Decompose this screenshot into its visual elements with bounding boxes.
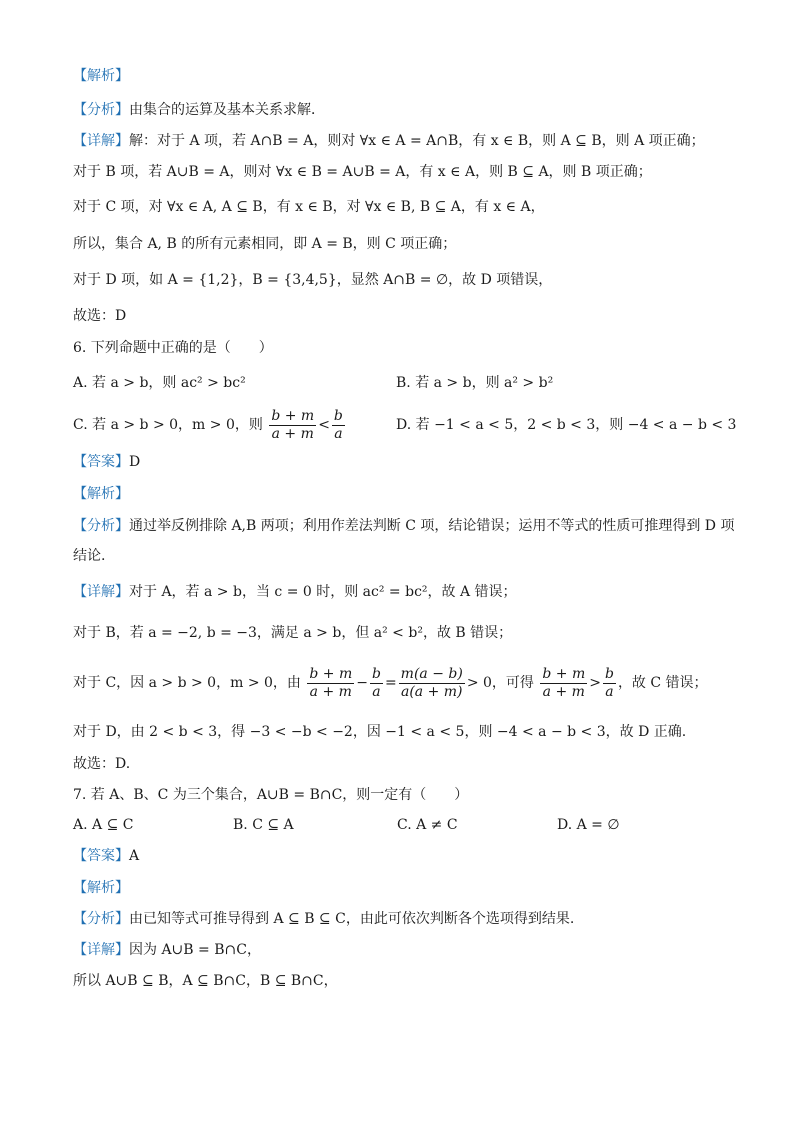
q6-stem: 6. 下列命题中正确的是（ ） — [73, 340, 273, 356]
q5-xiangjie-c: 对于 C 项，对 ∀x ∈ A, A ⊆ B，有 x ∈ B，对 ∀x ∈ B, B ⊆ A，有 x ∈ A， — [73, 199, 545, 215]
q7-answer: 【答案】A — [73, 848, 140, 864]
q6-fenxi-line2: 结论. — [73, 548, 106, 564]
q6-options-ab — [73, 373, 554, 393]
fraction: $\frac{b}{a}$ — [604, 665, 614, 700]
q7-fenxi-line: 【分析】由已知等式可推导得到 A ⊆ B ⊆ C，由此可依次判断各个选项得到结果. — [73, 911, 575, 927]
q6-xiangjie-a: 【详解】对于 A，若 a > b，当 c = 0 时，则 ac² = bc²，故 A 错误； — [73, 584, 517, 600]
q6-answer: 【答案】D — [73, 454, 141, 470]
q6-guxuan: 故选：D. — [73, 756, 131, 772]
q6-xiangjie-c: 对于 C，因 a > b > 0，m > 0，由 $\frac{b + m}{a + m}$ − $\frac{b}{a}$ = $\frac{m(a - b)}{a(a + m)}$ > 0，可得 $\frac{b + m}{a + m}$ > $\frac{b}{a}$ ，故 C 错误； — [73, 665, 708, 700]
q5-xiangjie-line: 【详解】解：对于 A 项，若 A∩B = A，则对 ∀x ∈ A = A∩B，有 x ∈ B，则 A ⊆ B，则 A 项正确； — [73, 133, 705, 149]
q5-jiexi-tag: 【解析】 — [73, 68, 129, 84]
fraction: $\frac{m(a - b)}{a(a + m)}$ — [400, 665, 463, 700]
q6-xiangjie-b: 对于 B，若 a = −2, b = −3，满足 a > b，但 a² < b²，故 B 错误； — [73, 625, 513, 641]
q7-options — [73, 815, 723, 835]
q6-fenxi-line: 【分析】通过举反例排除 A,B 两项；利用作差法判断 C 项，结论错误；运用不等式的性质可推理得到 D 项 — [73, 518, 735, 534]
q5-xiangjie-b: 对于 B 项，若 A∪B = A，则对 ∀x ∈ B = A∪B = A，有 x ∈ A，则 B ⊆ A，则 B 项正确； — [73, 164, 652, 180]
q7-xiangjie-line2: 所以 A∪B ⊆ B，A ⊆ B∩C，B ⊆ B∩C， — [73, 973, 338, 989]
fraction: $\frac{b + m}{a + m}$ — [309, 665, 353, 700]
fenxi-tag: 【分析】 — [73, 102, 129, 118]
q6-options-cd — [73, 405, 737, 445]
q7-option-a: A. A ⊆ C — [73, 817, 134, 833]
q5-fenxi-line: 【分析】由集合的运算及基本关系求解． — [73, 102, 325, 118]
q7-stem: 7. 若 A、B、C 为三个集合，A∪B = B∩C，则一定有（ ） — [73, 787, 469, 803]
q7-option-b: B. C ⊆ A — [233, 817, 294, 833]
q6-option-d: D. 若 −1 < a < 5，2 < b < 3，则 −4 < a − b < 3 — [396, 417, 737, 433]
q6-option-b: B. 若 a > b，则 a² > b² — [396, 375, 554, 391]
q7-jiexi-tag: 【解析】 — [73, 880, 129, 896]
fraction: $\frac{b}{a}$ — [371, 665, 381, 700]
fraction: $\frac{b}{a}$ — [333, 407, 343, 442]
q5-xiangjie-c2: 所以，集合 A, B 的所有元素相同，即 A = B，则 C 项正确； — [73, 236, 457, 252]
q7-option-d: D. A = ∅ — [557, 817, 620, 833]
q7-option-c: C. A ≠ C — [397, 817, 458, 833]
q5-guxuan: 故选：D — [73, 308, 127, 324]
fraction: $\frac{b + m}{a + m}$ — [542, 665, 586, 700]
q6-option-a: A. 若 a > b，则 ac² > bc² — [73, 375, 246, 391]
q6-option-c: C. 若 a > b > 0，m > 0，则 $\frac{b + m}{a + m}$ < $\frac{b}{a}$ — [73, 407, 343, 442]
fraction: $\frac{b + m}{a + m}$ — [271, 407, 315, 442]
q5-xiangjie-d: 对于 D 项，如 A = {1,2}，B = {3,4,5}，显然 A∩B = ∅，故 D 项错误， — [73, 272, 553, 288]
q7-xiangjie-line: 【详解】因为 A∪B = B∩C， — [73, 942, 261, 958]
q6-jiexi-tag: 【解析】 — [73, 486, 129, 502]
xiangjie-tag: 【详解】 — [73, 133, 129, 149]
q6-xiangjie-d: 对于 D，由 2 < b < 3，得 −3 < −b < −2，因 −1 < a < 5，则 −4 < a − b < 3，故 D 正确. — [73, 724, 687, 740]
